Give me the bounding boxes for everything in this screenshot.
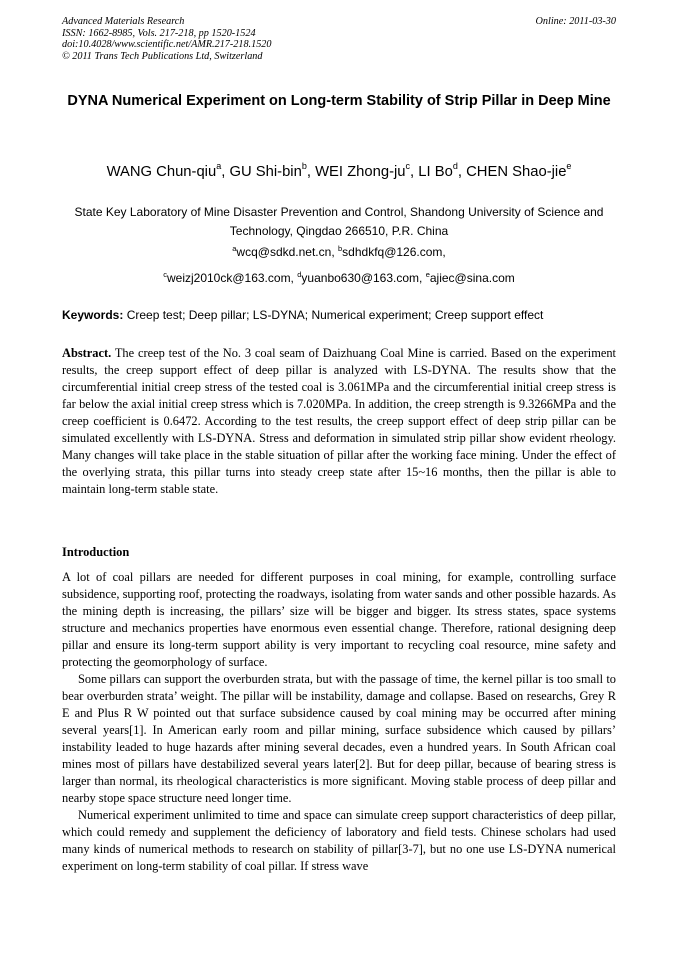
author: WANG Chun-qiu$^a$, xyxy=(106,161,230,180)
abstract-text: The creep test of the No. 3 coal seam of Daizhuang Coal Mine is carried. Based on the experiment results, the creep support effect of deep pillar is analyzed with LS-DYNA. The results show that the circumferential initial creep stress of the tested coal is 3.061MPa and the circumferential initial creep stress is far below the axial initial creep stress which is 7.020MPa. In addition, the creep strength is 9.3266MPa and the creep coefficient is 0.6472. According to the test results, the creep support effect of deep strip pillar can be simulated excellently with LS-DYNA. Stress and deformation in simulated strip pillar show evident rheology. Many changes will take place in the stable situation of pillar after the working face mining. Under the effect of the overlying strata, this pillar turns into steady creep state after 15~16 months, then the pillar is able to maintain long-term stable state. xyxy=(62,346,617,496)
abstract xyxy=(62,345,616,498)
email-line-2: $^c$weizj2010ck@163.com, $^d$yuanbo630@163.com, $^e$ajiec@sina.com xyxy=(163,270,515,285)
journal-name: Advanced Materials Research xyxy=(62,16,185,27)
section-heading-introduction: Introduction xyxy=(62,545,130,559)
author: LI Bo$^d$, xyxy=(418,161,467,180)
doi-line: doi:10.4028/www.scientific.net/AMR.217-218.1520 xyxy=(62,39,272,51)
author: GU Shi-bin$^b$, xyxy=(229,161,316,180)
paragraph: Some pillars can support the overburden strata, but with the passage of time, the kernel pillar is too small to bear overburden strata’ weight. The pillar will be instability, damage and collapse. Based on researchs, Grey R E and Plus R W pointed out that surface subsidence caused by coal mining may be occurred after mining several years[1]. In American early room and pillar mining, surface subsidence which caused by pillars’ instability leaded to huge hazards after mining several decades, even a hundred years. In South African coal mines most of pillars have destabilized several years later[2]. But for deep pillar, because of bearing stress is larger than normal, its rheological characteristics is more significant. Moving stable process of deep pillar and nearby stope space structure need longer time. xyxy=(62,672,616,805)
author: CHEN Shao-jie$^e$ xyxy=(466,161,572,180)
keywords xyxy=(62,308,616,322)
copyright-line: © 2011 Trans Tech Publications Ltd, Switzerland xyxy=(62,50,263,62)
paper-title: DYNA Numerical Experiment on Long-term Stability of Strip Pillar in Deep Mine xyxy=(67,93,611,109)
author: WEI Zhong-$ju^c$, xyxy=(315,161,419,180)
author-list xyxy=(40,161,638,180)
paragraph: A lot of coal pillars are needed for different purposes in coal mining, for example, controlling surface subsidence, supporting roof, protecting the roadways, isolating from water sands and other possible hazards. As the mining depth is increasing, the pillars’ size will be bigger and bigger. Its stress states, space systems structure and mechanics properties have enormous even essential change. Therefore, rational designing deep pillar and ensure its long-term support ability is very important to recycling coal resource, mine safety and protecting the geomorphology of surface. xyxy=(62,570,616,669)
abstract-label: Abstract. xyxy=(62,346,112,360)
email-line-1: $^a$wcq@sdkd.net.cn, $^b$sdhdkfq@126.com, xyxy=(232,244,446,259)
online-date: Online: 2011-03-30 xyxy=(535,16,616,27)
email-e: ajiec@sina.com xyxy=(429,271,515,285)
paragraph: Numerical experiment unlimited to time and space can simulate creep support characteristics of deep pillar, which could remedy and supplement the deficiency of laboratory and field tests. Chinese scholars had used many kinds of numerical methods to research on stability of pillar[3-7], but no one use LS-DYNA numerical experiment on long-term stability of coal pillar. If stress wave xyxy=(62,808,616,873)
keywords-text: Creep test; Deep pillar; LS-DYNA; Numerical experiment; Creep support effect xyxy=(126,308,544,322)
introduction-body xyxy=(62,569,616,875)
email-a: wcq@sdkd.net.cn, xyxy=(236,245,335,259)
issn-line: ISSN: 1662-8985, Vols. 217-218, pp 1520-1524 xyxy=(62,27,256,39)
email-c: weizj2010ck@163.com, xyxy=(166,271,294,285)
keywords-label: Keywords: xyxy=(62,308,124,322)
email-d: yuanbo630@163.com, xyxy=(301,271,423,285)
journal-header xyxy=(62,16,616,62)
affiliation: State Key Laboratory of Mine Disaster Prevention and Control, Shandong University of Science and Technology, Qingdao 266510, P.R. China xyxy=(74,205,604,238)
email-b: sdhdkfq@126.com, xyxy=(342,245,446,259)
